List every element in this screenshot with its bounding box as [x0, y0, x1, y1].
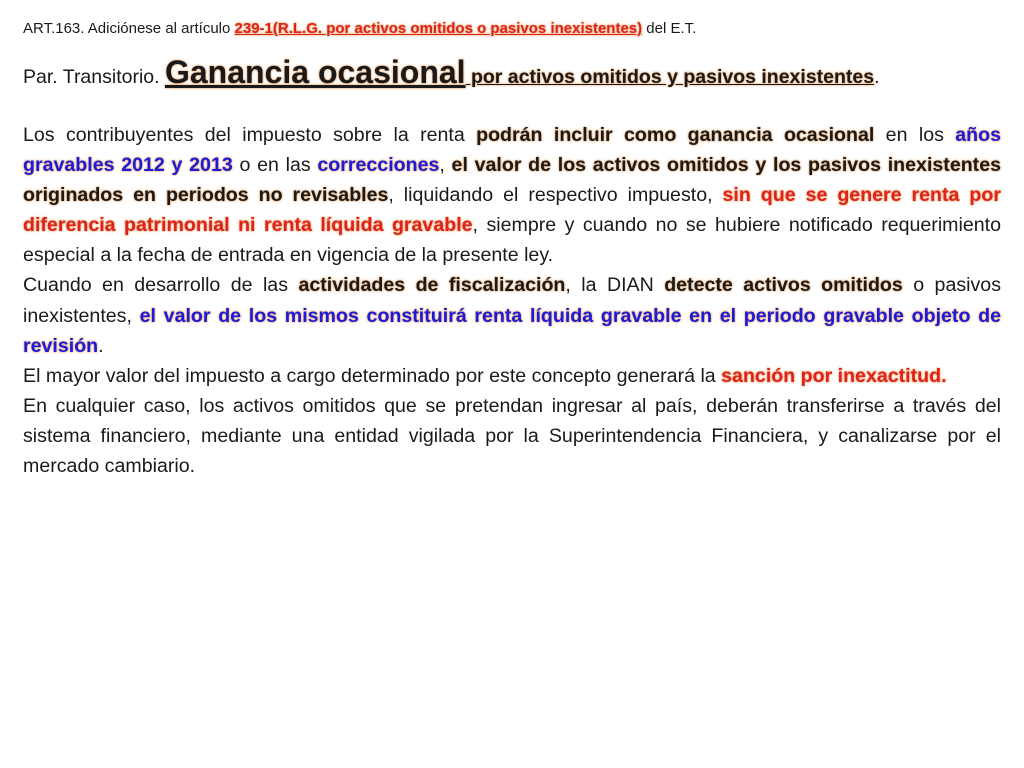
article-header [23, 20, 696, 37]
body-text: En cualquier caso, los activos omitidos que se pretendan ingresar al país, deberán transferirse a través del sistema financiero, mediante una entidad vigilada por la Superintendencia Financiera, y canalizarse por el mercado cambiario. [23, 394, 1001, 478]
body-text: , [439, 154, 452, 177]
slide-body [23, 120, 1001, 481]
body-text: en los [874, 124, 956, 146]
body-text: , liquidando el respectivo impuesto, [388, 184, 723, 207]
body-text: Los contribuyentes del impuesto sobre la renta [23, 124, 477, 146]
emphasized-text: el valor de los mismos constituirá renta líquida gravable en el periodo gravable objeto de revisión [23, 304, 1001, 357]
body-text: El mayor valor del impuesto a cargo determinado por este concepto generará la [23, 364, 722, 387]
body-text: , la DIAN [565, 274, 665, 297]
emphasized-text: sin que se genere renta por diferencia patrimonial ni renta líquida gravable [23, 184, 1001, 237]
emphasized-text: correcciones [317, 154, 440, 177]
title-prefix: Par. Transitorio. [23, 66, 165, 88]
title-rest: por activos omitidos y pasivos inexistentes [465, 66, 875, 88]
header-article-ref: 239-1(R.L.G. por activos omitidos o pasivos inexistentes) [234, 20, 643, 37]
body-paragraph [23, 391, 1001, 481]
title-main: Ganancia ocasional [164, 54, 466, 90]
emphasized-text: sanción por inexactitud. [721, 364, 947, 387]
header-suffix: del E.T. [642, 20, 697, 37]
emphasized-text: podrán incluir como ganancia ocasional [476, 124, 875, 146]
body-paragraph [23, 120, 1001, 270]
emphasized-text: el valor de los activos omitidos y los pasivos inexistentes originados en periodos no revisables [23, 154, 1001, 207]
body-text: o en las [232, 154, 318, 177]
body-text: o pasivos inexistentes, [23, 274, 1001, 327]
emphasized-text: actividades de fiscalización [298, 274, 566, 297]
body-text: , siempre y cuando no se hubiere notificado requerimiento especial a la fecha de entrada en vigencia de la presente ley. [23, 214, 1001, 267]
header-prefix: ART.163. Adiciónese al artículo [23, 20, 235, 37]
title-end: . [874, 66, 880, 88]
body-text: Cuando en desarrollo de las [23, 274, 299, 297]
slide-title [23, 52, 880, 97]
body-paragraph [23, 361, 1001, 391]
emphasized-text: detecte activos omitidos [664, 274, 903, 297]
emphasized-text: años gravables 2012 y 2013 [23, 124, 1001, 177]
body-text: . [98, 334, 104, 357]
body-paragraph [23, 270, 1001, 360]
